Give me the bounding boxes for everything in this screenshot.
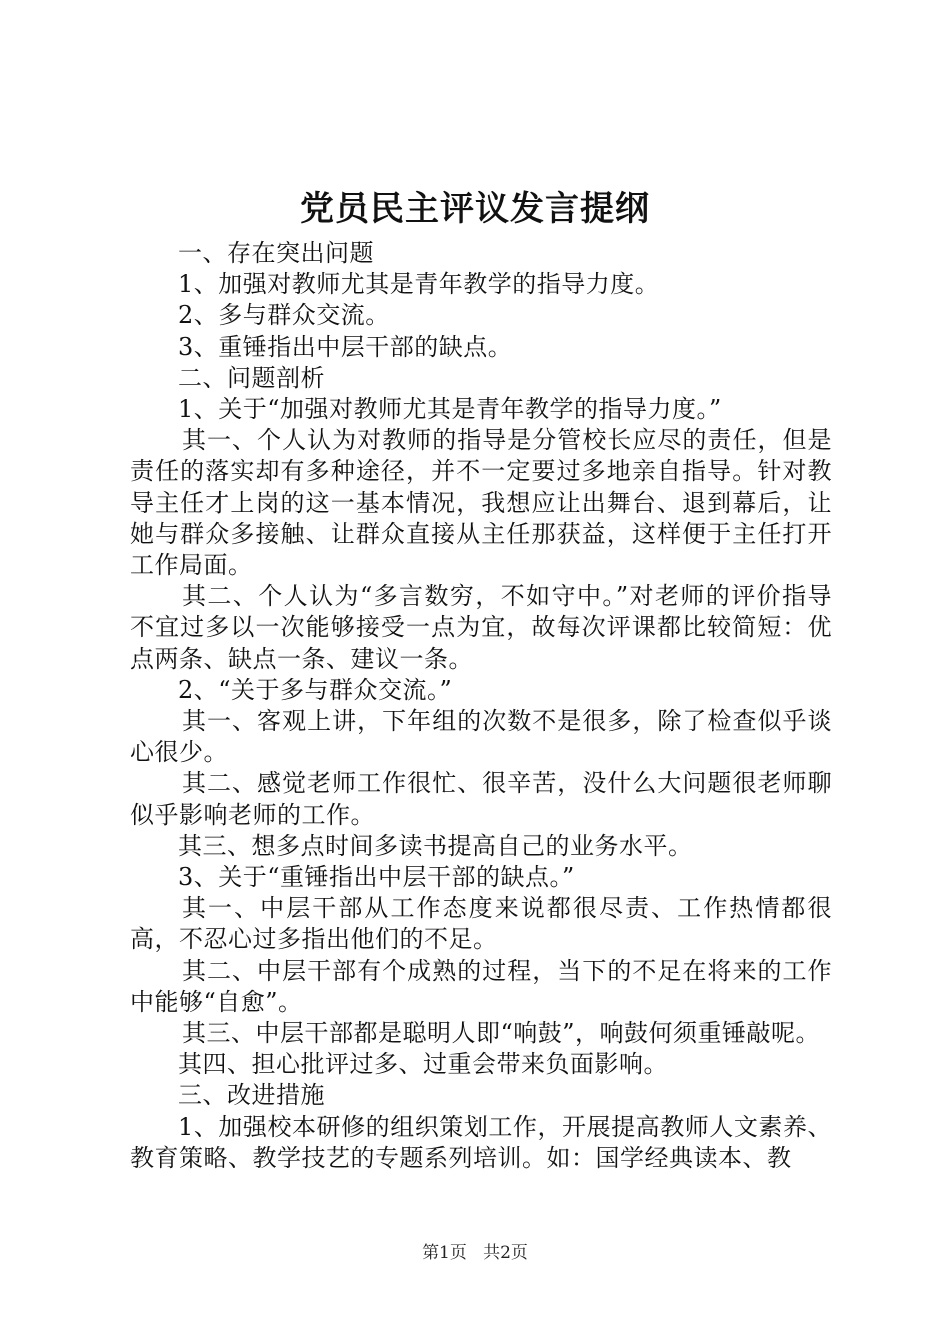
subsection-heading: 3、关于“重锤指出中层干部的缺点。” — [178, 863, 575, 892]
document-body — [130, 238, 832, 1174]
subsection-heading: 1、关于“加强对教师尤其是青年教学的指导力度。” — [178, 395, 722, 424]
list-item: 1、加强对教师尤其是青年教学的指导力度。 — [178, 270, 660, 299]
page-total: 共2页 — [483, 1243, 528, 1263]
page-separator — [472, 1243, 477, 1263]
list-item: 2、多与群众交流。 — [178, 301, 390, 330]
body-paragraph: 其二、个人认为“多言数穷，不如守中。”对老师的评价指导不宜过多以一次能够接受一点为宜，故每次评课都比较简短：优点两条、缺点一条、建议一条。 — [130, 582, 832, 673]
body-paragraph: 1、加强校本研修的组织策划工作，开展提高教师人文素养、教育策略、教学技艺的专题系列培训。如：国学经典读本、教 — [130, 1112, 832, 1172]
page-number: 第1页 — [422, 1243, 467, 1263]
section-heading: 一、存在突出问题 — [178, 239, 374, 267]
list-item: 3、重锤指出中层干部的缺点。 — [178, 332, 513, 361]
body-paragraph: 其二、中层干部有个成熟的过程，当下的不足在将来的工作中能够“自愈”。 — [130, 956, 832, 1016]
section-heading: 二、问题剖析 — [178, 363, 325, 392]
body-paragraph: 其二、感觉老师工作很忙、很辛苦，没什么大问题很老师聊似乎影响老师的工作。 — [130, 769, 832, 829]
document-title: 党员民主评议发言提纲 — [300, 189, 650, 229]
subsection-heading: 2、“关于多与群众交流。” — [178, 675, 453, 704]
page-footer — [0, 1241, 950, 1265]
body-paragraph: 其三、想多点时间多读书提高自己的业务水平。 — [178, 831, 693, 860]
section-heading: 三、改进措施 — [178, 1081, 325, 1110]
body-paragraph: 其一、中层干部从工作态度来说都很尽责、工作热情都很高，不忍心过多指出他们的不足。 — [130, 894, 832, 954]
body-paragraph: 其三、中层干部都是聪明人即“响鼓”，响鼓何须重锤敲呢。 — [182, 1019, 821, 1048]
body-paragraph: 其一、个人认为对教师的指导是分管校长应尽的责任，但是责任的落实却有多种途径，并不一定要过多地亲自指导。针对教导主任才上岗的这一基本情况，我想应让出舞台、退到幕后，让她与群众多接触、让群众直接从主任那获益，这样便于主任打开工作局面。 — [130, 426, 832, 580]
body-paragraph: 其一、客观上讲，下年组的次数不是很多，除了检查似乎谈心很少。 — [130, 707, 832, 767]
body-paragraph: 其四、担心批评过多、过重会带来负面影响。 — [178, 1050, 668, 1079]
